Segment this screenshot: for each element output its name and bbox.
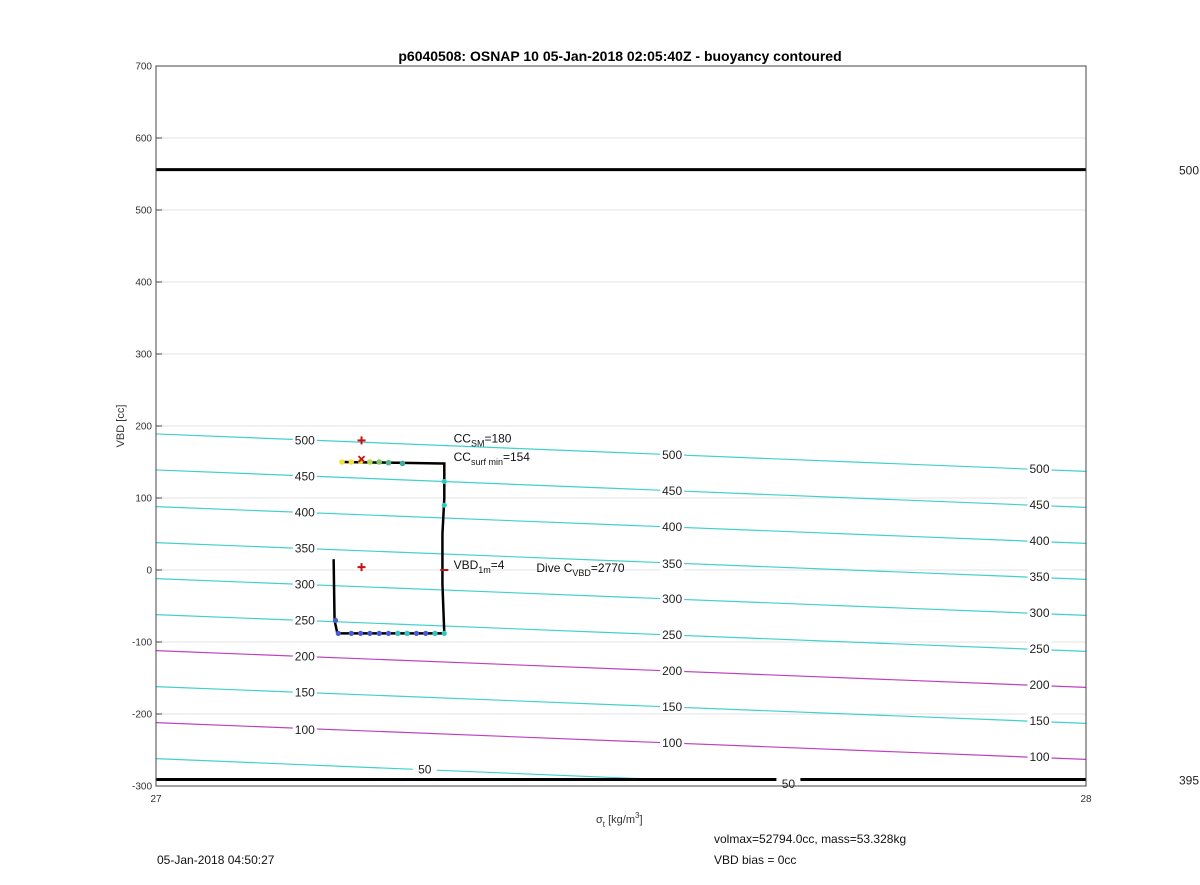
contour-label: 350 [294, 541, 315, 556]
mid-data-point [442, 479, 447, 484]
contour-label: 400 [294, 505, 315, 520]
contour-label: 200 [294, 649, 315, 664]
annotation-sub: SM [470, 438, 485, 449]
deep-data-point [336, 631, 341, 636]
contour-label: 200 [1029, 678, 1050, 693]
footer-timestamp: 05-Jan-2018 04:50:27 [157, 853, 275, 867]
mid-data-point [442, 631, 447, 636]
annotation-main: VBD [453, 558, 479, 573]
annotation-sub: surf min [470, 457, 503, 468]
contour-label: 500 [1029, 462, 1050, 477]
annotation-tail: =154 [502, 450, 530, 465]
surface-data-point [386, 460, 392, 466]
annotation-main: CC [453, 450, 471, 465]
annotation-sub: VBD [572, 568, 591, 578]
y-tick-label: 200 [135, 421, 152, 433]
annotation-sub: 1m [478, 565, 491, 576]
contour-label: 350 [662, 557, 683, 572]
deep-data-point [367, 631, 372, 636]
surface-data-point [400, 461, 406, 467]
contour-label: 250 [1029, 642, 1050, 657]
deep-data-point [414, 631, 419, 636]
y-tick-label: 0 [146, 565, 152, 577]
deep-data-point [349, 631, 354, 636]
contour-label: 400 [662, 519, 683, 534]
x-axis-label-sub: t [602, 820, 606, 829]
footer-vbd-bias: VBD bias = 0cc [714, 853, 797, 867]
contour-label: 50 [781, 776, 796, 791]
contour-label: 150 [1029, 714, 1050, 729]
contour-label: 100 [294, 722, 315, 737]
contour-label: 100 [662, 735, 683, 750]
contour-label: 450 [294, 469, 315, 484]
y-axis-label: VBD [cc] [115, 404, 127, 448]
reference-line-label: 395 [1178, 773, 1199, 788]
y-tick-label: 100 [135, 493, 152, 505]
x-tick-label: 28 [1080, 794, 1092, 805]
chart-title: p6040508: OSNAP 10 05-Jan-2018 02:05:40Z - buoyancy contoured [398, 48, 842, 64]
contour-label: 300 [1029, 606, 1050, 621]
contour-label: 250 [294, 613, 315, 628]
annotation-tail: =4 [490, 558, 505, 573]
mid-data-point [395, 631, 400, 636]
x-axis-label-main: σ [596, 814, 603, 826]
y-tick-label: 700 [135, 61, 152, 73]
contour-label: 200 [662, 663, 683, 678]
x-tick-label: 27 [150, 794, 162, 805]
deep-data-point [386, 631, 391, 636]
contour-label: 500 [294, 433, 315, 448]
contour-label: 100 [1029, 750, 1050, 765]
contour-label: 150 [294, 685, 315, 700]
deep-data-point [377, 631, 382, 636]
deep-data-point [423, 631, 428, 636]
surface-data-point [367, 459, 373, 465]
mid-data-point [405, 631, 410, 636]
y-tick-label: 400 [135, 277, 152, 289]
surface-data-point [339, 459, 345, 465]
annotation-tail: =180 [484, 431, 512, 446]
deep-data-point [358, 631, 363, 636]
reference-line-label: 500 [1178, 163, 1199, 178]
contour-label: 50 [418, 762, 432, 777]
mid-data-point [442, 503, 447, 508]
deep-data-point [333, 618, 338, 623]
x-axis-label-sup: 3 [634, 811, 640, 820]
x-axis-label-close: ] [639, 814, 643, 826]
contour-label: 250 [662, 627, 683, 642]
y-tick-label: 300 [135, 349, 152, 361]
contour-label: 350 [1029, 570, 1050, 585]
contour-label: 500 [662, 447, 683, 462]
contour-label: 300 [294, 577, 315, 592]
annotation-main: Dive C [536, 561, 573, 575]
y-tick-label: 500 [135, 205, 152, 217]
surface-data-point [349, 459, 355, 465]
mid-data-point [432, 631, 437, 636]
y-tick-label: -200 [131, 709, 152, 721]
annotation-main: CC [453, 431, 471, 446]
y-tick-label: -100 [131, 637, 152, 649]
y-tick-label: -300 [131, 781, 152, 793]
footer-volmax-mass: volmax=52794.0cc, mass=53.328kg [714, 832, 907, 846]
x-axis-label-unit: [kg/m [605, 814, 635, 826]
surface-data-point [376, 459, 382, 465]
contour-label: 150 [662, 699, 683, 714]
contour-label: 300 [662, 591, 683, 606]
annotation-tail: =2770 [590, 561, 625, 575]
contour-label: 450 [1029, 498, 1050, 513]
y-tick-label: 600 [135, 133, 152, 145]
contour-label: 450 [662, 483, 683, 498]
contour-label: 400 [1029, 534, 1050, 549]
